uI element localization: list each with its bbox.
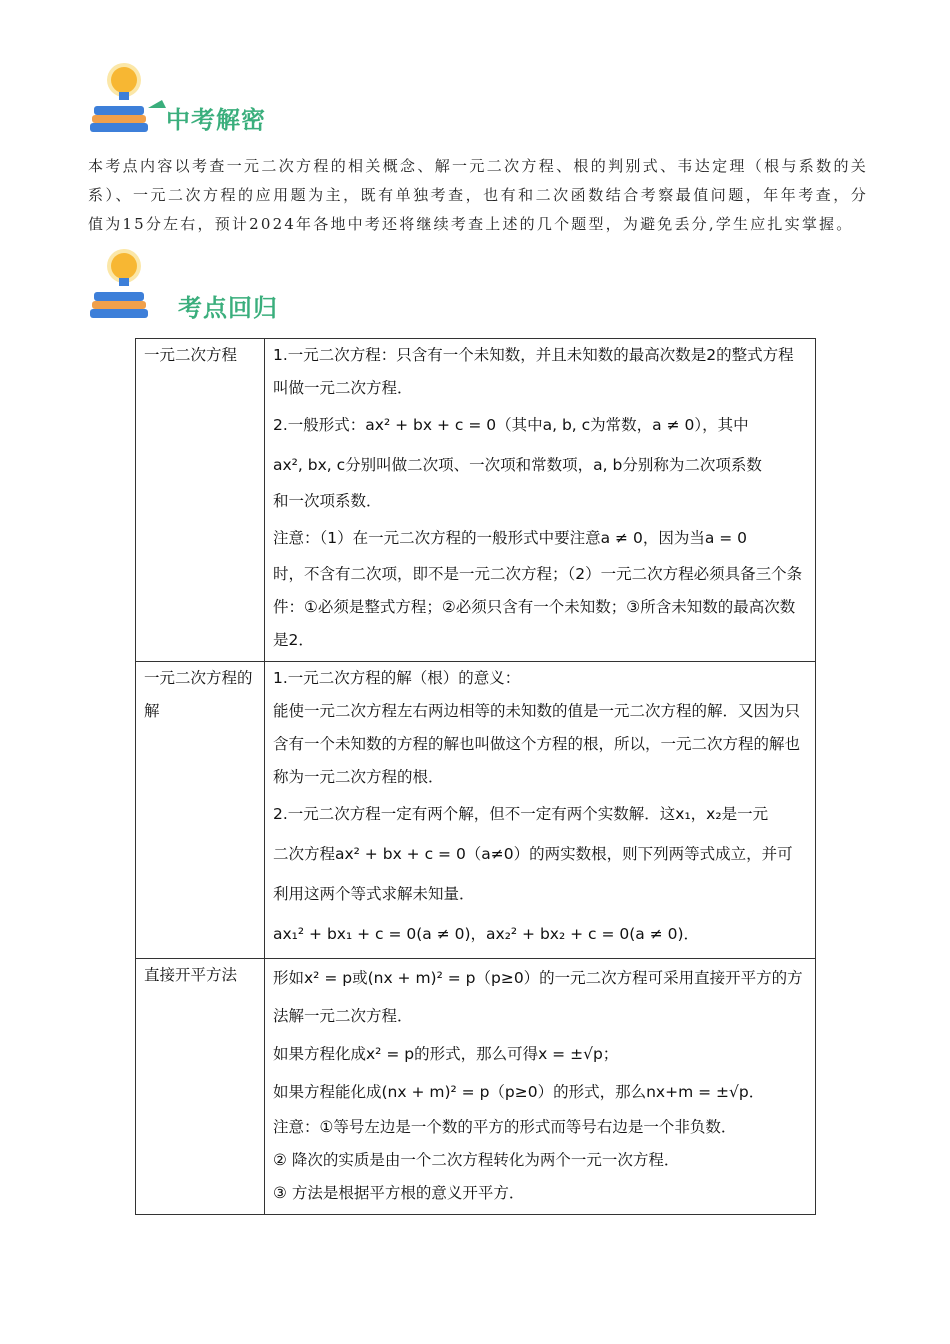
row-content bbox=[265, 662, 816, 959]
section-header-zhongkao-jiemi bbox=[88, 60, 388, 140]
content-line: 如果方程能化成(nx + m)² = p（p≥0）的形式，那么nx+m = ±√p． bbox=[273, 1083, 765, 1101]
content-line: 2.一元二次方程一定有两个解，但不一定有两个实数解．这x₁，x₂是一元 bbox=[273, 805, 769, 823]
knowledge-table bbox=[135, 338, 816, 1215]
content-line: 形如x² = p或(nx + m)² = p（p≥0）的一元二次方程可采用直接开平方的方法解一元二次方程． bbox=[273, 969, 803, 1025]
table-row bbox=[136, 339, 816, 662]
table-row bbox=[136, 662, 816, 959]
lightbulb-books-icon bbox=[88, 246, 168, 326]
content-line: 2.一般形式：ax² + bx + c = 0（其中a, b, c为常数，a ≠ 0），其中 bbox=[273, 416, 749, 434]
content-line: 注意：（1）在一元二次方程的一般形式中要注意a ≠ 0，因为当a = 0 bbox=[273, 529, 748, 547]
row-label: 直接开平方法 bbox=[136, 959, 265, 1215]
content-line: 1.一元二次方程的解（根）的意义： bbox=[273, 669, 521, 687]
content-line: 注意：①等号左边是一个数的平方的形式而等号右边是一个非负数． bbox=[273, 1118, 737, 1136]
intro-paragraph: 本考点内容以考查一元二次方程的相关概念、解一元二次方程、根的判别式、韦达定理（根与系数的关系）、一元二次方程的应用题为主，既有单独考查，也有和二次函数结合考察最值问题，年年考查，分值为15分左右，预计2024年各地中考还将继续考查上述的几个题型，为避免丢分,学生应扎实掌握。 bbox=[88, 157, 868, 233]
lightbulb-books-icon bbox=[88, 60, 168, 140]
content-line: 时，不含有二次项，即不是一元二次方程；（2）一元二次方程必须具备三个条件：①必须是整式方程；②必须只含有一个未知数；③所含未知数的最高次数是2． bbox=[273, 565, 803, 649]
content-line: 能使一元二次方程左右两边相等的未知数的值是一元二次方程的解．又因为只含有一个未知数的方程的解也叫做这个方程的根，所以，一元二次方程的解也称为一元二次方程的根． bbox=[273, 702, 801, 786]
row-label: 一元二次方程 bbox=[136, 339, 265, 662]
content-line: 二次方程ax² + bx + c = 0（a≠0）的两实数根，则下列两等式成立，并可利用这两个等式求解未知量． bbox=[273, 845, 793, 903]
section-title: 考点回归 bbox=[178, 294, 278, 322]
row-content bbox=[265, 959, 816, 1215]
content-line: 和一次项系数． bbox=[273, 492, 382, 510]
content-line: ③ 方法是根据平方根的意义开平方． bbox=[273, 1184, 525, 1202]
content-line: ax₁² + bx₁ + c = 0(a ≠ 0)，ax₂² + bx₂ + c = 0(a ≠ 0)． bbox=[273, 925, 700, 943]
content-line: 如果方程化成x² = p的形式，那么可得x = ±√p； bbox=[273, 1045, 619, 1063]
row-label: 一元二次方程的解 bbox=[136, 662, 265, 959]
table-row bbox=[136, 959, 816, 1215]
content-line: 1.一元二次方程：只含有一个未知数，并且未知数的最高次数是2的整式方程叫做一元二次方程． bbox=[273, 346, 794, 397]
section-title: 中考解密 bbox=[166, 106, 266, 134]
row-content bbox=[265, 339, 816, 662]
content-line: ② 降次的实质是由一个二次方程转化为两个一元一次方程． bbox=[273, 1151, 680, 1169]
content-line: ax², bx, c分别叫做二次项、一次项和常数项，a, b分别称为二次项系数 bbox=[273, 456, 762, 474]
section-header-kaodian-huigui bbox=[88, 246, 388, 326]
